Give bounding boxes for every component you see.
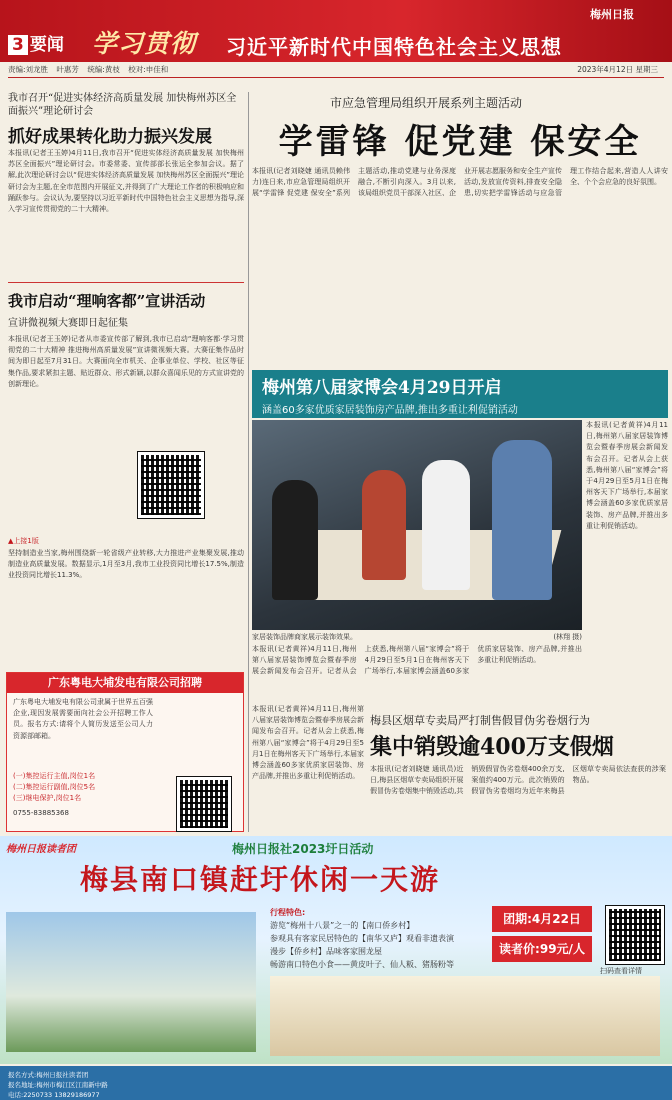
continued-text: 上接1版 [13, 537, 39, 545]
article-body: 本报讯(记者黄祥)4月11日,梅州第八届家居装饰博览会暨春季房展会新闻发布会召开。记者从会上获悉,梅州第八届“家博会”将于4月29日至5月1日在梅州客天下广场举行,本届家博会涵盖60多家优质家居装饰、房产品牌,并推出多重让利促销活动。 [586, 421, 668, 530]
issue-date: 2023年4月12日 星期三 [577, 65, 658, 74]
footer-line: 报名地址:梅州市梅江区江南新中路 [8, 1081, 108, 1089]
editor-credit: 统编:黄枝 [87, 65, 120, 74]
ad-club: 梅州日报读者团 [6, 844, 76, 855]
food-photo [270, 976, 660, 1056]
qr-label: 扫码查看详情 [600, 967, 642, 975]
page-name: 要闻 [29, 35, 64, 55]
price-label: 读者价: [499, 942, 540, 956]
photo-credit: (林翔 摄) [553, 633, 582, 641]
qr-code[interactable] [606, 906, 664, 964]
page-label [8, 30, 64, 55]
article-kicker: 我市召开“促进实体经济高质量发展 加快梅州苏区全面振兴”理论研讨会 [8, 93, 237, 117]
editor-credit: 校对:申佳和 [128, 65, 169, 74]
ad-positions [13, 771, 163, 804]
article-headline: 抓好成果转化助力振兴发展 [8, 127, 212, 147]
photo-person [422, 460, 470, 590]
editor-credit: 叶惠芳 [56, 65, 79, 74]
article-kicker: 市应急管理局组织开展系列主题活动 [330, 96, 523, 110]
ad-price [492, 936, 592, 962]
qr-code[interactable] [177, 777, 231, 831]
qr-code[interactable] [138, 452, 204, 518]
expo-banner [252, 370, 668, 418]
itinerary-item: 游览“梅州十八景”之一的【南口侨乡村】 [270, 921, 415, 930]
article-body: 本报讯(记者王玉婷)记者从市委宣传部了解到,我市已启动“理响客都·学习贯彻党的二十大精神 推进梅州高质量发展”宣讲微视频大赛。大赛征集作品时间为即日起至7月31日。大赛面向全市机关、企事业单位、学校、社区等征集作品,要求紧扣主题、贴近群众、形式新颖,以群众喜闻乐见的方式宣讲党的创新理论。 [8, 335, 244, 388]
article-body: 本报讯(记者黄祥)4月11日,梅州第八届家居装饰博览会暨春季房展会新闻发布会召开。记者从会上获悉,梅州第八届“家博会”将于4月29日至5月1日在梅州客天下广场举行,本届家博会涵盖60多家优质家居装饰、房产品牌,并推出多重让利促销活动。 [252, 645, 582, 676]
itinerary-item: 参观具有客家民居特色的【南华又庐】观看非遗表演 [270, 934, 454, 943]
travel-ad [0, 836, 672, 1064]
itinerary-item: 漫步【侨乡村】品味客家围龙屋 [270, 947, 382, 956]
column-divider [248, 92, 249, 832]
expo-title: 梅州第八届家博会4月29日开启 [262, 378, 502, 398]
article-body: 坚持制造业当家,梅州围绕新一轮省级产业转移,大力推进产业集聚发展,推动制造业高质量发展。数据显示,1月至3月,我市工业投资同比增长17.5%,制造业投资同比增长11.3%。 [8, 549, 244, 580]
editor-credit: 责编:刘龙胜 [8, 65, 49, 74]
ad-event: 梅州日报社2023圩日活动 [232, 842, 374, 856]
ad-position: (一)集控运行主值,岗位1名 [13, 772, 96, 780]
article-body: 本报讯(记者刘晓婕 通讯员)近日,梅县区烟草专卖局组织开展假冒伪劣卷烟集中销毁活动,共销毁假冒伪劣卷烟400余万支,案值约400万元。此次销毁的假冒伪劣卷烟均为近年来梅县区烟草专卖局依法查获的涉案物品。 [370, 765, 666, 796]
ad-itinerary [270, 906, 490, 971]
page-number: 3 [8, 35, 28, 55]
divider [8, 282, 244, 283]
recruitment-ad [6, 672, 244, 832]
article-headline: 我市启动“理响客都”宣讲活动 [8, 292, 206, 310]
article-headline: 集中销毁逾400万支假烟 [370, 734, 614, 760]
article-body: 本报讯(记者黄祥)4月11日,梅州第八届家居装饰博览会暨春季房展会新闻发布会召开。记者从会上获悉,梅州第八届“家博会”将于4月29日至5月1日在梅州客天下广场举行,本届家博会涵盖60多家优质家居装饰、房产品牌,并推出多重让利促销活动。 [252, 705, 364, 781]
price-value: 99元/人 [539, 942, 585, 956]
ad-body: 广东粤电大埔发电有限公司隶属于世界五百强企业,现因发展需要面向社会公开招聘工作人员。报名方式:请将个人简历发送至公司人力资源部邮箱。 [13, 698, 153, 740]
ad-position: (三)继电保护,岗位1名 [13, 794, 82, 802]
date-label: 团期: [503, 912, 532, 926]
itinerary-title: 行程特色: [270, 908, 306, 917]
article-subhead: 宣讲微视频大赛即日起征集 [8, 318, 128, 329]
village-photo [6, 912, 256, 1052]
article-kicker: 梅县区烟草专卖局严打制售假冒伪劣卷烟行为 [370, 714, 590, 727]
ad-title: 梅县南口镇赶圩休闲一天游 [80, 863, 441, 896]
photo-person [492, 440, 552, 600]
photo-caption [252, 632, 582, 642]
date-value: 4月22日 [531, 912, 581, 926]
article-headline: 学雷锋 促党建 保安全 [278, 122, 642, 162]
photo-person [272, 480, 318, 600]
expo-subtitle: 涵盖60多家优质家居装饰房产品牌,推出多重让利促销活动 [262, 405, 518, 416]
news-photo [252, 420, 582, 630]
section-calligraphy: 学习贯彻 [92, 29, 197, 58]
continued-label: ▲上接1版 [8, 537, 39, 545]
photo-person [362, 470, 406, 580]
info-line [8, 64, 664, 78]
ad-position: (二)集控运行副值,岗位5名 [13, 783, 96, 791]
section-slogan: 习近平新时代中国特色社会主义思想 [226, 35, 562, 59]
masthead [0, 0, 672, 62]
footer-line: 电话:2250733 13829186977 [8, 1091, 100, 1099]
ad-phone: 0755-83885368 [13, 809, 69, 817]
photo-caption-text: 家居装饰品牌商家展示装饰效果。 [252, 633, 357, 641]
footer [0, 1066, 672, 1100]
newspaper-logo: 梅州日报 [590, 8, 634, 21]
article-body: 本报讯(记者王玉婷)4月11日,我市召开“促进实体经济高质量发展 加快梅州苏区全面振兴”理论研讨会。市委常委、宣传部部长张运全参加会议。据了解,此次理论研讨会以“促进实体经济高质量发展 加快梅州苏区全面振兴”理论研讨会为主题,在全市范围内开展征文,并得到了广大理论工作者的积极响应和踊跃参与。会议认为,要坚持以习近平新时代中国特色社会主义思想为指导,深入学习宣传贯彻党的二十大精神。 [8, 149, 244, 214]
itinerary-item: 畅游南口特色小食——黄皮叶子、仙人粄、猪肠粉等 [270, 960, 454, 969]
ad-title: 广东粤电大埔发电有限公司招聘 [7, 673, 243, 693]
ad-date [492, 906, 592, 932]
article-body: 本报讯(记者刘晓婕 通讯员赖伟力)连日来,市应急管理局组织开展“学雷锋 促党建 保安全”系列主题活动,推动党建与业务深度融合,不断引向深入。3月以来,该局组织党员干部深入社区、企业开展志愿服务和安全生产宣传活动,发放宣传资料,排查安全隐患,切实把学雷锋活动与应急管理工作结合起来,营造人人讲安全、个个会应急的良好氛围。 [252, 167, 668, 198]
footer-line: 报名方式:梅州日报社读者团 [8, 1071, 89, 1079]
